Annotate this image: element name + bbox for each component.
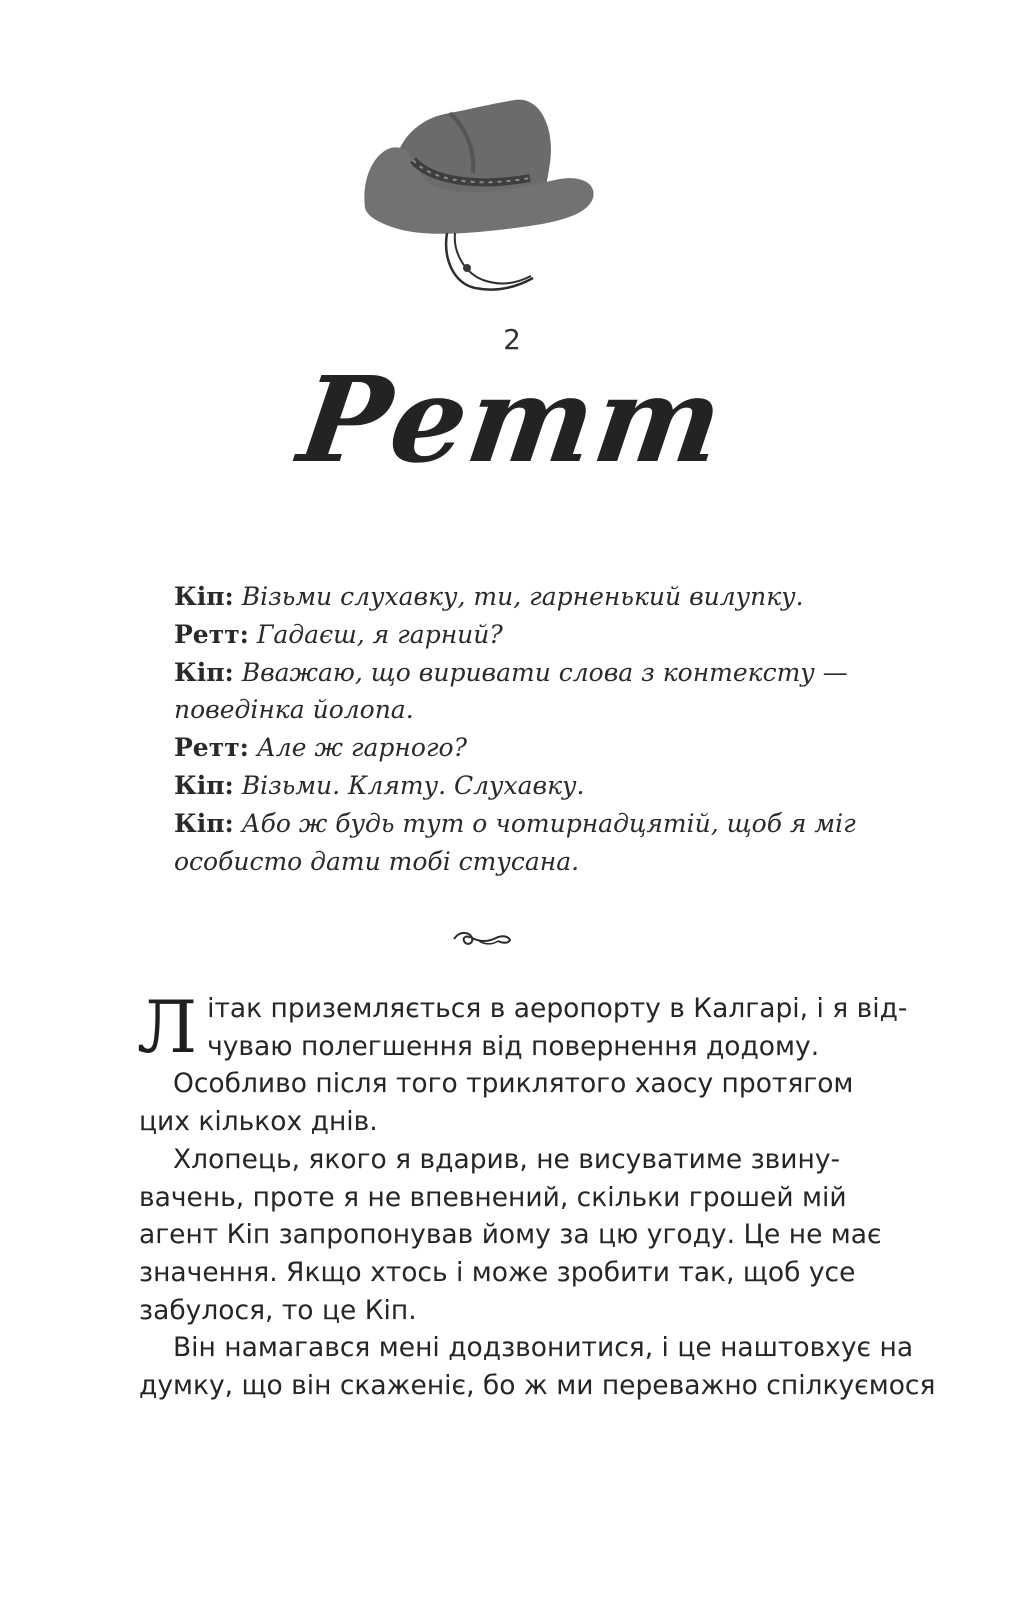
chat-message (174, 805, 854, 843)
chat-speaker: Кіп: (174, 657, 234, 687)
text-line: Він намагався мені додзвонитися, і це наштовхує на (173, 1332, 914, 1364)
chat-message (174, 654, 854, 692)
chat-text: Візьми слухавку, ти, гарненький вилупку. (241, 582, 804, 611)
text-line: агент Кіп запропонував йому за цю угоду. Це не має (139, 1219, 882, 1251)
chat-text: Або ж будь тут о чотирнадцятій, щоб я міг (241, 808, 856, 838)
text-line: вачень, проте я не впевнений, скільки грошей мій (139, 1181, 847, 1213)
chapter-number: 2 (503, 323, 521, 356)
text-line: цих кількох днів. (139, 1106, 378, 1138)
chat-text: Гадаєш, я гарний? (256, 619, 503, 649)
chat-message (174, 616, 854, 654)
text-line: ітак приземляється в аеропорту в Калгарі, і я від- (207, 993, 908, 1024)
chat-text: Візьми. Кляту. Слухавку. (241, 770, 585, 800)
paragraph (137, 985, 908, 1069)
text-line: Особливо після того триклятого хаосу протягом (173, 1068, 854, 1100)
text-line: Хлопець, якого я вдарив, не висуватиме звину- (173, 1143, 841, 1175)
flourish-ornament-icon (452, 928, 512, 950)
text-line: забулося, то це Кіп. (139, 1294, 417, 1326)
chat-message (174, 578, 854, 616)
text-line: думку, що він скаженіє, бо ж ми переважно спілкуємося (139, 1370, 936, 1402)
chat-speaker: Кіп: (174, 582, 234, 611)
chat-speaker: Ретт: (174, 619, 249, 649)
chat-speaker: Кіп: (174, 808, 234, 838)
chat-message-continuation (174, 691, 854, 729)
drop-cap: Л (137, 985, 198, 1069)
paragraph (139, 1329, 936, 1404)
chat-message (174, 767, 854, 805)
cowboy-hat-icon (355, 88, 605, 303)
text-line: чуваю полегшення від повернення додому. (207, 1030, 820, 1062)
chat-text: Вважаю, що виривати слова з контексту — (241, 657, 848, 687)
paragraph (139, 1141, 882, 1330)
chat-transcript (174, 578, 854, 880)
chat-text: Але ж гарного? (256, 733, 467, 763)
chat-speaker: Кіп: (174, 770, 234, 800)
paragraph (139, 1065, 854, 1140)
chat-text: поведінка йолопа. (174, 695, 414, 725)
chapter-title: Ретт (291, 350, 733, 489)
chapter-body (137, 985, 936, 1405)
text-line: значення. Якщо хтось і може зробити так, щоб усе (139, 1256, 856, 1288)
chat-text: особисто дати тобі стусана. (174, 846, 580, 876)
chat-message (174, 729, 854, 767)
chat-speaker: Ретт: (174, 733, 249, 763)
chat-message-continuation (174, 843, 854, 881)
